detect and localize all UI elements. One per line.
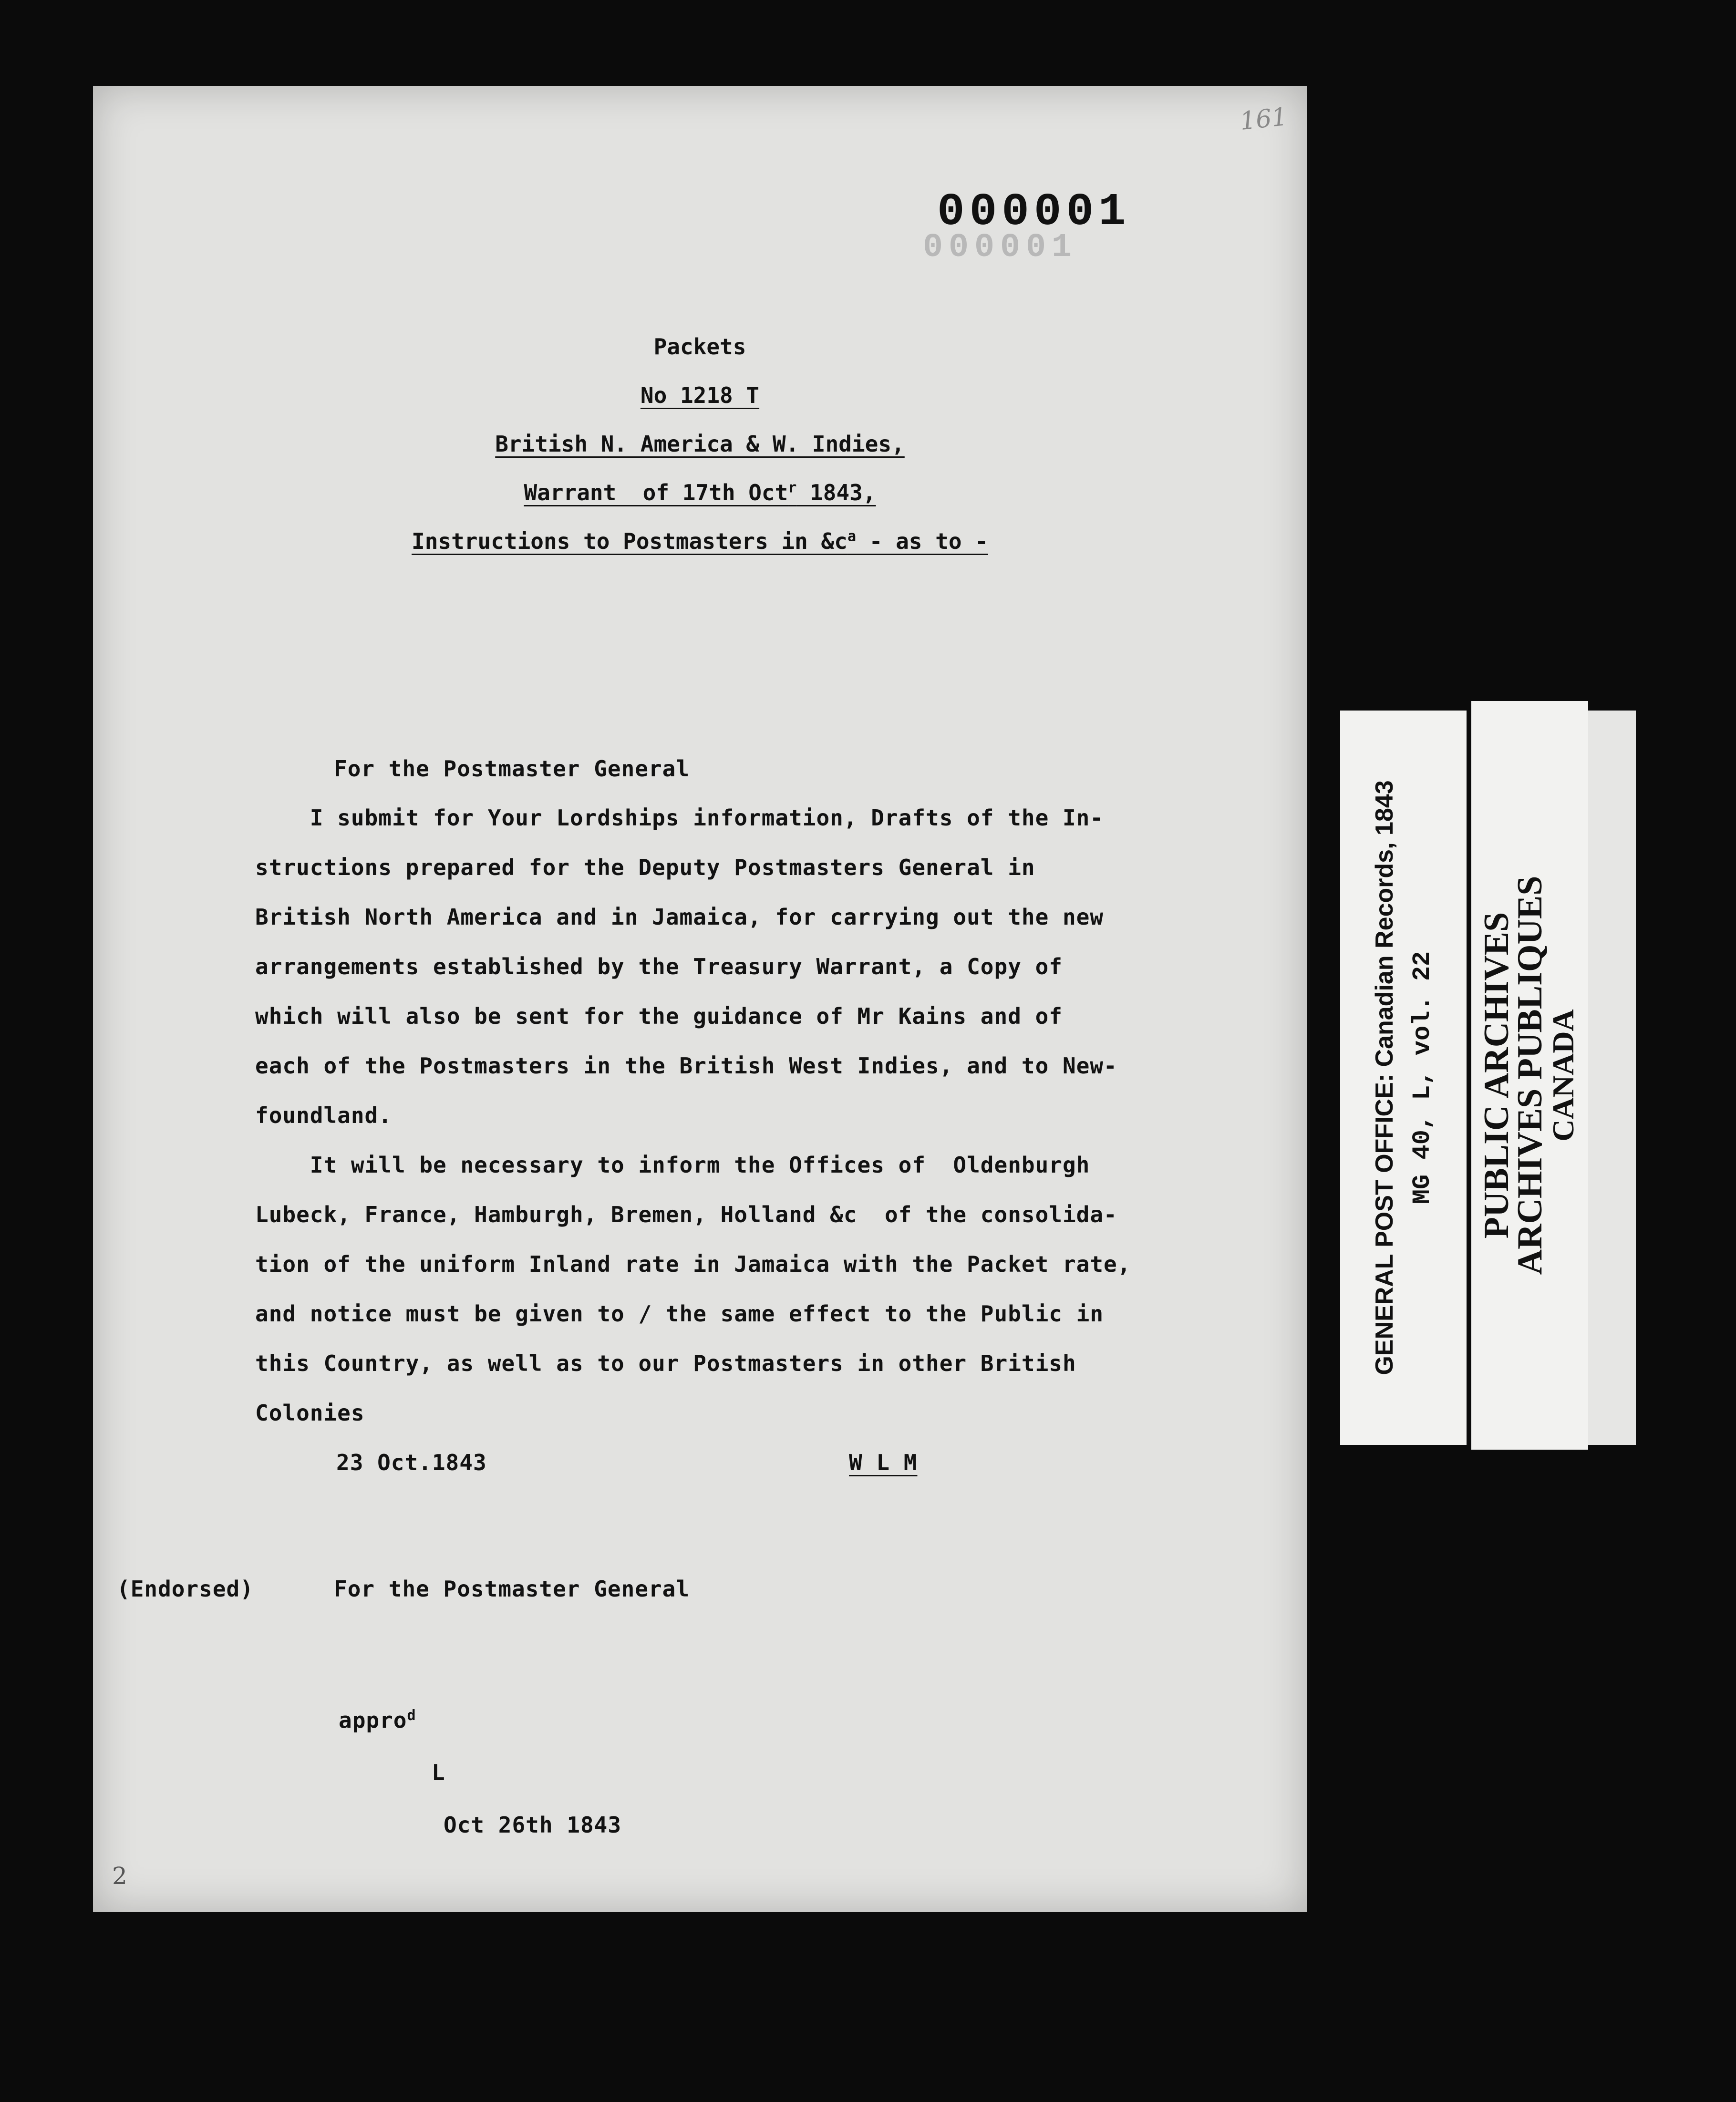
record-label-line-1: GENERAL POST OFFICE: Canadian Records, 1843 <box>1370 780 1398 1375</box>
letter-date: 23 Oct.1843 <box>336 1450 487 1475</box>
approval-text: appro <box>339 1707 407 1733</box>
heading-warrant <box>93 480 1307 505</box>
approval-initial: L <box>432 1760 445 1785</box>
approval-date: Oct 26th 1843 <box>444 1812 622 1838</box>
heading-number <box>93 382 1307 408</box>
record-label <box>1340 711 1467 1445</box>
endorsed-label: (Endorsed) <box>117 1576 254 1602</box>
body-line: arrangements established by the Treasury Warrant, a Copy of <box>255 954 1063 979</box>
heading-warrant-sup: r <box>788 480 797 496</box>
heading-warrant-tail: 1843, <box>796 480 876 506</box>
heading-category <box>93 334 1307 360</box>
page-number: 161 <box>1239 102 1289 136</box>
frame-number: 000001 <box>937 186 1131 238</box>
archives-stamp-line-1: PUBLIC ARCHIVES <box>1477 912 1516 1239</box>
heading-instructions-tail: - as to - <box>856 528 988 555</box>
archives-stamp-text <box>1477 876 1580 1275</box>
heading-region <box>93 431 1307 457</box>
body-line: and notice must be given to / the same effect to the Public in <box>255 1301 1104 1327</box>
archives-stamp-line-2: ARCHIVES PUBLIQUES <box>1510 876 1550 1275</box>
archives-stamp <box>1471 701 1588 1450</box>
heading-instructions-text: Instructions to Postmasters in &c <box>412 528 847 555</box>
heading-warrant-text: Warrant of 17th Oct <box>524 480 788 506</box>
heading-number-text: No 1218 T <box>640 382 760 408</box>
heading-instructions-sup: a <box>847 528 857 545</box>
heading-region-text: British N. America & W. Indies, <box>495 431 905 457</box>
archives-stamp-line-3: CANADA <box>1546 1009 1580 1142</box>
body-line: British North America and in Jamaica, for carrying out the new <box>255 904 1104 930</box>
record-label-text <box>1365 780 1442 1375</box>
frame-number-ghost: 000001 <box>923 229 1078 267</box>
approval-sup: d <box>407 1707 416 1724</box>
body-line: Lubeck, France, Hamburgh, Bremen, Holland &c of the consolida- <box>255 1202 1117 1227</box>
body-line: Colonies <box>255 1400 365 1426</box>
salutation: For the Postmaster General <box>334 756 690 782</box>
body-line: this Country, as well as to our Postmasters in other British <box>255 1350 1076 1376</box>
initials: W L M <box>849 1450 918 1475</box>
body-line: tion of the uniform Inland rate in Jamaica with the Packet rate, <box>255 1251 1131 1277</box>
body-line: foundland. <box>255 1103 392 1128</box>
approval <box>339 1707 416 1733</box>
body-line: It will be necessary to inform the Offices of Oldenburgh <box>255 1152 1090 1178</box>
body-line: structions prepared for the Deputy Postmasters General in <box>255 855 1035 880</box>
body-line: each of the Postmasters in the British West Indies, and to New- <box>255 1053 1117 1079</box>
heading-category-text: Packets <box>653 334 746 360</box>
document-page <box>93 86 1307 1912</box>
folio-mark: 2 <box>112 1862 127 1890</box>
body-line: I submit for Your Lordships information, Drafts of the In- <box>255 805 1104 831</box>
heading-instructions <box>93 528 1307 554</box>
label-strip <box>1588 711 1636 1445</box>
body-line: which will also be sent for the guidance of Mr Kains and of <box>255 1003 1063 1029</box>
record-label-line-2: MG 40, L, vol. 22 <box>1408 951 1436 1205</box>
endorsed-text: For the Postmaster General <box>334 1576 690 1602</box>
